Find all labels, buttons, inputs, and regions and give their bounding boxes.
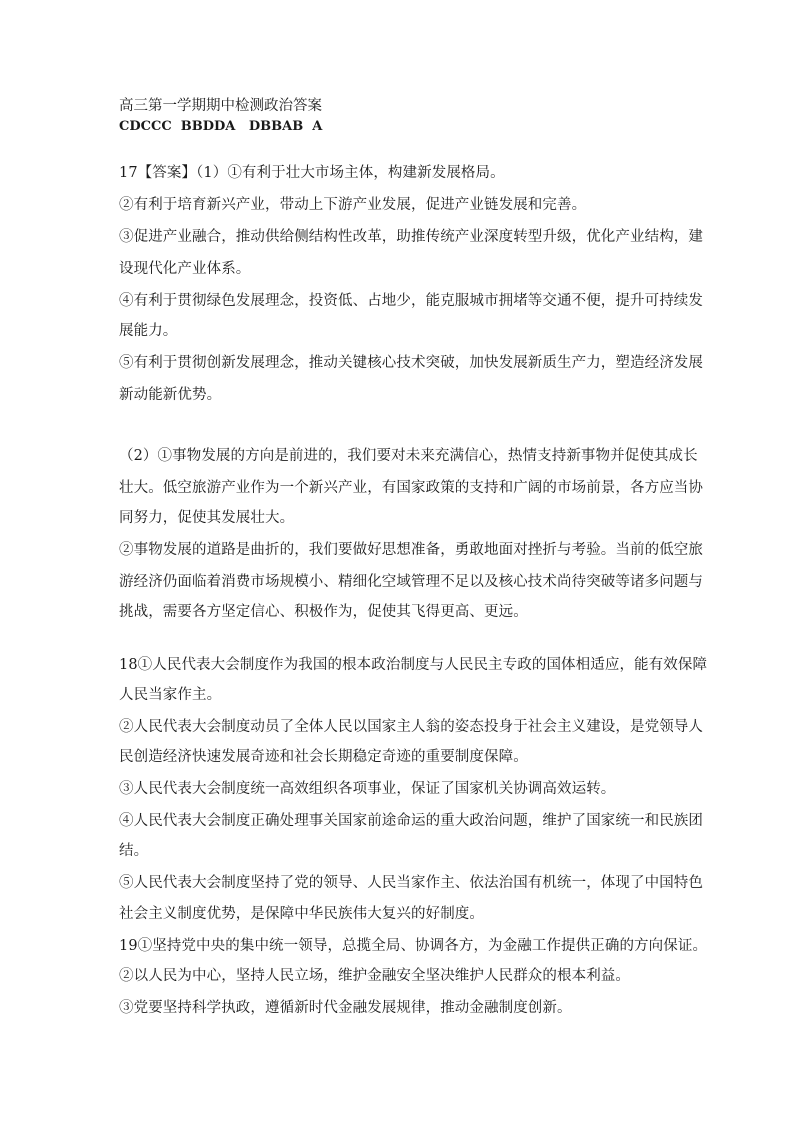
q17-point-2: ②有利于培育新兴产业，带动上下游产业发展，促进产业链发展和完善。 [119, 197, 587, 213]
q18-point-3: ③人民代表大会制度统一高效组织各项事业，保证了国家机关协调高效运转。 [119, 781, 616, 797]
q17-point-4-line1: ④有利于贯彻绿色发展理念，投资低、占地少，能克服城市拥堵等交通不便，提升可持续发 [119, 293, 703, 309]
q18-point-1-line1: 18①人民代表大会制度作为我国的根本政治制度与人民民主专政的国体相适应，能有效保障 [119, 657, 708, 673]
q18-point-2-line1: ②人民代表大会制度动员了全体人民以国家主人翁的姿态投身于社会主义建设，是党领导人 [119, 719, 703, 735]
q18-point-5-line1: ⑤人民代表大会制度坚持了党的领导、人民当家作主、依法治国有机统一，体现了中国特色 [119, 875, 703, 891]
q17-part2-point2-line1: ②事物发展的道路是曲折的，我们要做好思想准备，勇敢地面对挫折与考验。当前的低空旅 [119, 542, 703, 558]
q19-point-2: ②以人民为中心，坚持人民立场，维护金融安全坚决维护人民群众的根本利益。 [119, 968, 630, 984]
q17-part2-point2-line2: 游经济仍面临着消费市场规模小、精细化空域管理不足以及核心技术尚待突破等诸多问题与 [119, 574, 703, 590]
q17-part2-line2: 壮大。低空旅游产业作为一个新兴产业，有国家政策的支持和广阔的市场前景，各方应当协 [119, 480, 703, 496]
q17-point-5-line1: ⑤有利于贯彻创新发展理念，推动关键核心技术突破，加快发展新质生产力，塑造经济发展 [119, 355, 703, 371]
q17-point-4-line2: 展能力。 [119, 323, 178, 339]
document-title: 高三第一学期期中检测政治答案 [119, 98, 322, 114]
q18-point-4-line1: ④人民代表大会制度正确处理事关国家前途命运的重大政治问题，维护了国家统一和民族团 [119, 813, 703, 829]
q19-point-3: ③党要坚持科学执政，遵循新时代金融发展规律，推动金融制度创新。 [119, 1000, 572, 1016]
q19-point-1: 19①坚持党中央的集中统一领导，总揽全局、协调各方，为金融工作提供正确的方向保证。 [119, 938, 708, 954]
q17-point-3-line2: 设现代化产业体系。 [119, 261, 251, 277]
q17-part1-heading: 17【答案】（1）①有利于壮大市场主体，构建新发展格局。 [119, 165, 505, 181]
q17-part2-point2-line3: 挑战，需要各方坚定信心、积极作为，促使其飞得更高、更远。 [119, 604, 528, 620]
q17-point-5-line2: 新动能新优势。 [119, 387, 222, 403]
q18-point-5-line2: 社会主义制度优势，是保障中华民族伟大复兴的好制度。 [119, 906, 484, 922]
q18-point-1-line2: 人民当家作主。 [119, 687, 222, 703]
multiple-choice-answers: CDCCC BBDDA DBBAB A [119, 119, 323, 134]
q18-point-4-line2: 结。 [119, 843, 149, 859]
q17-part2-line1: （2）①事物发展的方向是前进的，我们要对未来充满信心，热情支持新事物并促使其成长 [119, 448, 698, 464]
q17-point-3-line1: ③促进产业融合，推动供给侧结构性改革，助推传统产业深度转型升级，优化产业结构，建 [119, 229, 703, 245]
q17-part2-line3: 同努力，促使其发展壮大。 [119, 510, 295, 526]
q18-point-2-line2: 民创造经济快速发展奇迹和社会长期稳定奇迹的重要制度保障。 [119, 749, 528, 765]
